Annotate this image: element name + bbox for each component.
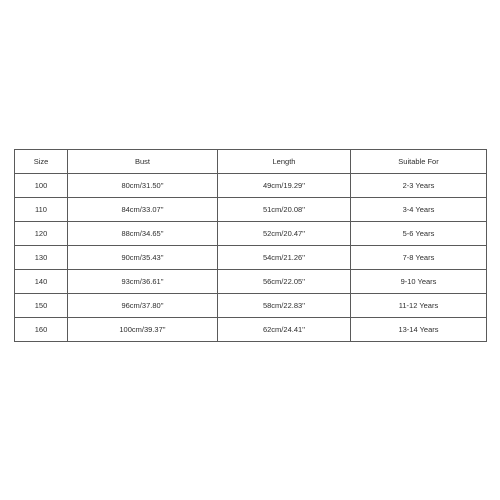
header-suitable-for: Suitable For [351,150,487,174]
suitable-for-cell: 7-8 Years [351,246,487,270]
size-cell: 110 [15,198,68,222]
bust-cell: 100cm/39.37'' [68,318,218,342]
length-cell: 58cm/22.83'' [218,294,351,318]
bust-cell: 96cm/37.80'' [68,294,218,318]
length-cell: 54cm/21.26'' [218,246,351,270]
table-row [15,294,487,318]
bust-cell: 88cm/34.65'' [68,222,218,246]
table-row [15,222,487,246]
bust-cell: 84cm/33.07'' [68,198,218,222]
length-cell: 49cm/19.29'' [218,174,351,198]
size-cell: 160 [15,318,68,342]
table-row [15,174,487,198]
size-cell: 150 [15,294,68,318]
suitable-for-cell: 3-4 Years [351,198,487,222]
suitable-for-cell: 11-12 Years [351,294,487,318]
length-cell: 52cm/20.47'' [218,222,351,246]
suitable-for-cell: 5-6 Years [351,222,487,246]
size-chart-table [14,149,487,342]
table-row [15,246,487,270]
header-length: Length [218,150,351,174]
suitable-for-cell: 9-10 Years [351,270,487,294]
bust-cell: 90cm/35.43'' [68,246,218,270]
size-cell: 140 [15,270,68,294]
size-cell: 120 [15,222,68,246]
bust-cell: 93cm/36.61'' [68,270,218,294]
table-row [15,318,487,342]
header-bust: Bust [68,150,218,174]
suitable-for-cell: 2-3 Years [351,174,487,198]
header-size: Size [15,150,68,174]
table-row [15,198,487,222]
bust-cell: 80cm/31.50'' [68,174,218,198]
size-cell: 130 [15,246,68,270]
length-cell: 62cm/24.41'' [218,318,351,342]
size-cell: 100 [15,174,68,198]
length-cell: 56cm/22.05'' [218,270,351,294]
length-cell: 51cm/20.08'' [218,198,351,222]
table-header-row [15,150,487,174]
table-row [15,270,487,294]
suitable-for-cell: 13-14 Years [351,318,487,342]
